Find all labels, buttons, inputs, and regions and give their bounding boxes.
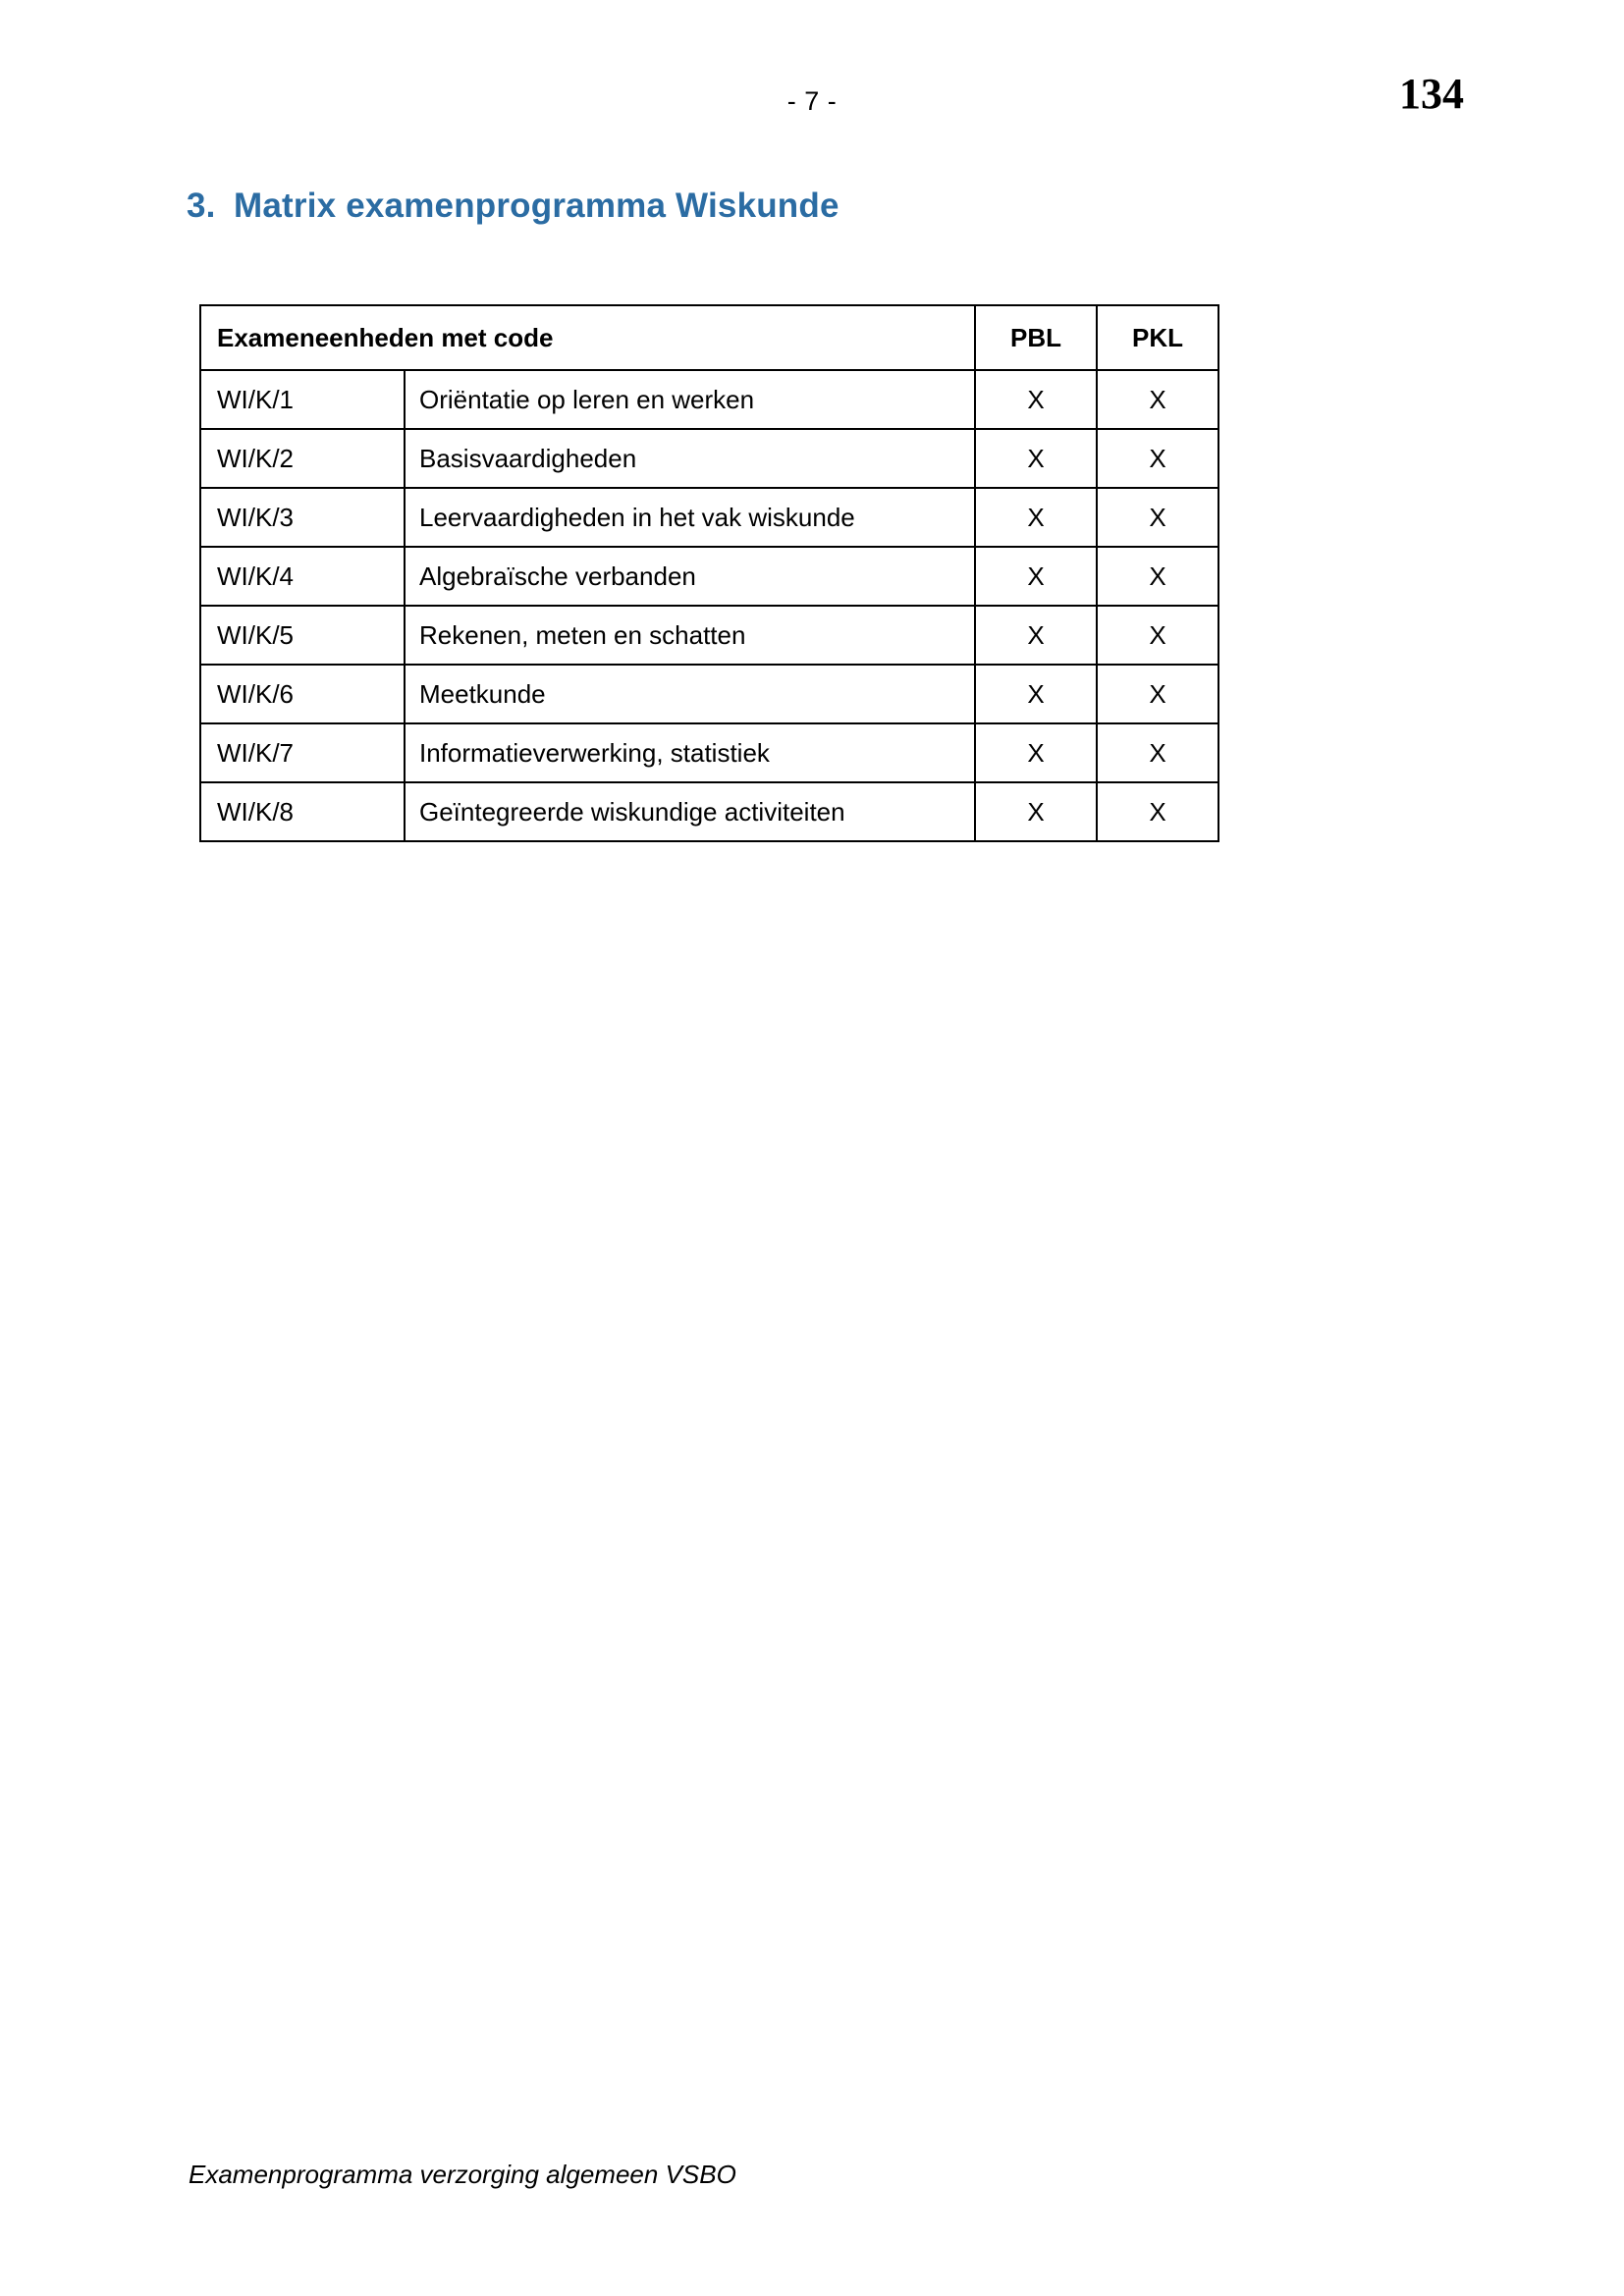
cell-code: WI/K/3 [200, 488, 405, 547]
cell-code: WI/K/6 [200, 665, 405, 723]
cell-description: Meetkunde [405, 665, 975, 723]
table-header-row [200, 305, 1218, 370]
table-header [200, 305, 1218, 370]
cell-pkl: X [1097, 782, 1218, 841]
cell-description: Geïntegreerde wiskundige activiteiten [405, 782, 975, 841]
cell-pbl: X [975, 429, 1097, 488]
table-row [200, 606, 1218, 665]
document-code: 134 [1399, 70, 1464, 118]
cell-pkl: X [1097, 370, 1218, 429]
cell-description: Oriëntatie op leren en werken [405, 370, 975, 429]
cell-description: Basisvaardigheden [405, 429, 975, 488]
cell-code: WI/K/5 [200, 606, 405, 665]
cell-pbl: X [975, 488, 1097, 547]
table-body [200, 370, 1218, 841]
table-row [200, 723, 1218, 782]
cell-description: Informatieverwerking, statistiek [405, 723, 975, 782]
section-title: Matrix examenprogramma Wiskunde [234, 187, 839, 225]
footer-note: Examenprogramma verzorging algemeen VSBO [189, 2160, 736, 2189]
table-row [200, 370, 1218, 429]
cell-pbl: X [975, 606, 1097, 665]
cell-pkl: X [1097, 429, 1218, 488]
cell-pbl: X [975, 370, 1097, 429]
cell-pbl: X [975, 782, 1097, 841]
header-exam-units: Exameneenheden met code [200, 305, 975, 370]
table-row [200, 429, 1218, 488]
section-number: 3. [187, 187, 216, 225]
table-row [200, 547, 1218, 606]
cell-description: Algebraïsche verbanden [405, 547, 975, 606]
cell-code: WI/K/2 [200, 429, 405, 488]
cell-pkl: X [1097, 488, 1218, 547]
cell-pbl: X [975, 547, 1097, 606]
section-heading [187, 187, 1365, 226]
cell-pbl: X [975, 665, 1097, 723]
cell-code: WI/K/1 [200, 370, 405, 429]
table-row [200, 488, 1218, 547]
table-row [200, 782, 1218, 841]
cell-pbl: X [975, 723, 1097, 782]
header-pbl: PBL [975, 305, 1097, 370]
cell-pkl: X [1097, 665, 1218, 723]
cell-code: WI/K/7 [200, 723, 405, 782]
cell-description: Rekenen, meten en schatten [405, 606, 975, 665]
exam-units-table [199, 304, 1219, 842]
cell-description: Leervaardigheden in het vak wiskunde [405, 488, 975, 547]
page-number: - 7 - [786, 86, 838, 116]
cell-code: WI/K/8 [200, 782, 405, 841]
table-row [200, 665, 1218, 723]
cell-pkl: X [1097, 547, 1218, 606]
header-pkl: PKL [1097, 305, 1218, 370]
cell-code: WI/K/4 [200, 547, 405, 606]
cell-pkl: X [1097, 723, 1218, 782]
cell-pkl: X [1097, 606, 1218, 665]
